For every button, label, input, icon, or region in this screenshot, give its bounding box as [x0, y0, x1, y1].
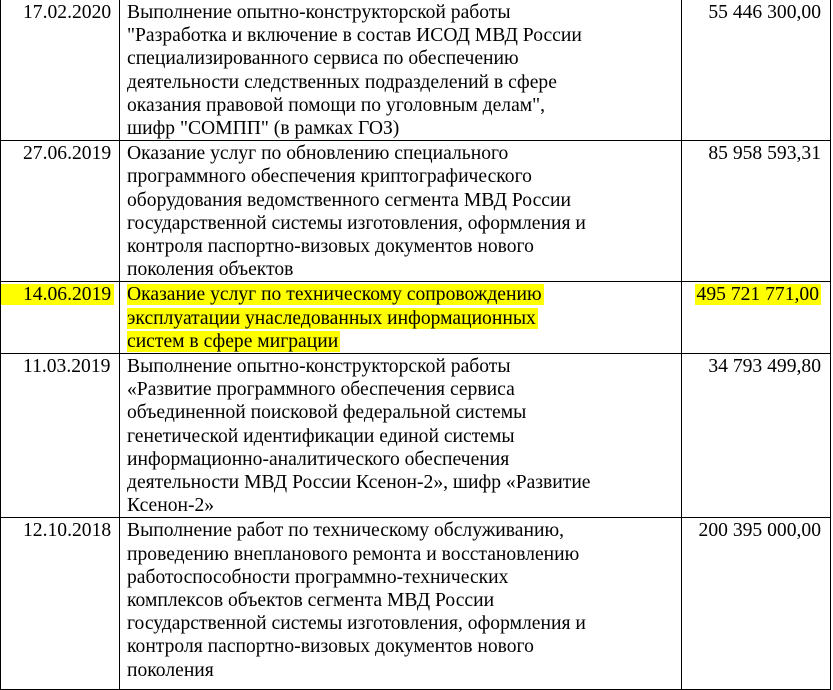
table-row: [1, 0, 831, 141]
date-cell: [1, 0, 120, 141]
amount-cell: [682, 354, 831, 518]
contract-date: 11.03.2019: [23, 356, 111, 378]
date-cell: [1, 354, 120, 518]
date-cell: [1, 518, 120, 690]
description-cell: [120, 282, 682, 354]
contract-description: Выполнение опытно-конструкторской работы "Разработка и включение в состав ИСОД МВД России специализированного сервиса по обеспечению деятельности следственных подразделений в сфере оказания правовой помощи по уголовным делам", шифр "СОМПП" (в рамках ГОЗ): [127, 2, 582, 140]
date-cell: [1, 282, 120, 354]
contract-date: 17.02.2020: [23, 2, 112, 23]
contract-amount: 85 958 593,31: [708, 143, 821, 165]
contract-date: 12.10.2018: [23, 520, 112, 542]
description-cell: [120, 354, 682, 518]
contract-amount: 55 446 300,00: [708, 2, 821, 23]
contract-description: Оказание услуг по обновлению специального программного обеспечения криптографического оборудования ведомственного сегмента МВД России государственной системы изготовления, оформления и контроля паспортно-визовых документов нового поколения объектов: [127, 143, 586, 281]
amount-cell: [682, 141, 831, 282]
amount-cell: [682, 0, 831, 141]
amount-cell: [682, 518, 831, 690]
table-row-highlighted: [1, 282, 831, 354]
table-row: [1, 354, 831, 518]
contract-date: 27.06.2019: [23, 143, 112, 165]
date-cell: [1, 141, 120, 282]
description-cell: [120, 0, 682, 141]
description-cell: [120, 141, 682, 282]
table-row: [1, 141, 831, 282]
contract-description: Выполнение опытно-конструкторской работы «Развитие программного обеспечения сервиса объединенной поисковой федеральной системы генетической идентификации единой системы информационно-аналитического обеспечения деятельности МВД России Ксенон-2», шифр «Развитие Ксенон-2»: [127, 356, 591, 517]
contract-description: Выполнение работ по техническому обслуживанию, проведению внепланового ремонта и восстановлению работоспособности программно-технических комплексов объектов сегмента МВД России государственной системы изготовления, оформления и контроля паспортно-визовых документов нового поколения: [127, 520, 586, 681]
contract-amount: 34 793 499,80: [708, 356, 821, 378]
description-cell: [120, 518, 682, 690]
amount-cell: [682, 282, 831, 354]
contract-date: 14.06.2019: [1, 284, 114, 305]
table-row: [1, 518, 831, 690]
contract-description: Оказание услуг по техническому сопровождению эксплуатации унаследованных информационных систем в сфере миграции: [127, 284, 542, 352]
contract-amount: 200 395 000,00: [698, 520, 821, 542]
contract-amount: 495 721 771,00: [696, 284, 819, 306]
